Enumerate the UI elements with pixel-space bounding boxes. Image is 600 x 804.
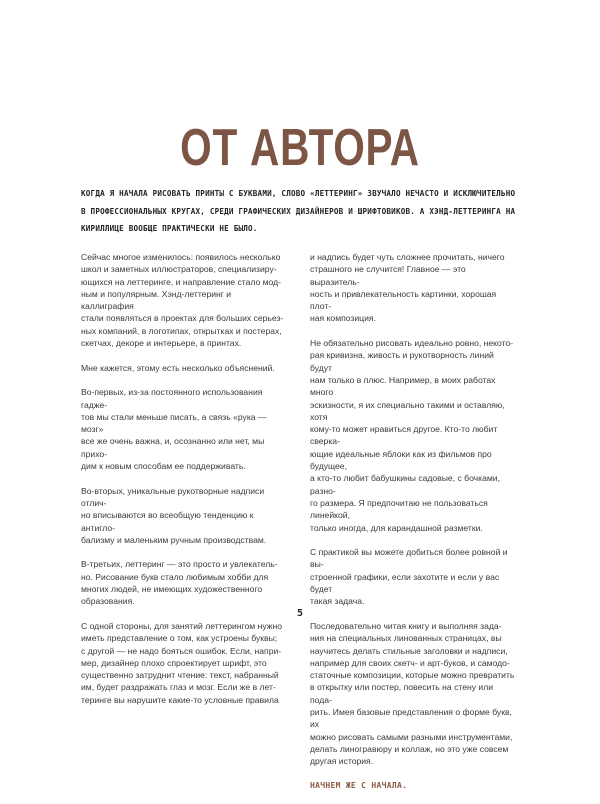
paragraph: Не обязательно рисовать идеально ровно, некото- рая кривизна, живость и рукотворность линий будут нам только в плюс. Например, в моих работах много эскизности, я их специально такими и оставляю, хотя кому-то может нравиться другое. Кто-то любит сверка- ющие идеальные яблоки как из фильмов про будущее, а кто-то любит бабушкины садовые, с бочками, разно- го размера. Я предпочитаю не пользоваться линейкой, только иногда, для карандашной разметки. — [310, 338, 514, 533]
paragraph: В-третьих, леттеринг — это просто и увлекатель- но. Рисование букв стало любимым хобби для многих людей, не имеющих художественного образования. — [81, 559, 278, 607]
paragraph: С одной стороны, для занятий леттерингом нужно иметь представление о том, как устроены буквы; с другой — не надо бояться ошибок. Если, напри- мер, дизайнер плохо спроектирует шрифт, это существенно затруднит чтение: текст, набранный им, будет раздражать глаз и мозг. Если же в лет- теринге вы нарушите какие-то условные правила — [81, 620, 283, 705]
right-column — [310, 251, 517, 804]
paragraph: Мне кажется, этому есть несколько объяснений. — [81, 362, 275, 373]
closing-line: НАЧНЕМ ЖЕ С НАЧАЛА. — [310, 780, 408, 790]
page-number: 5 — [296, 608, 304, 619]
paragraph: Сейчас многое изменилось: появилось несколько школ и заметных иллюстраторов, специализиру- ющихся на леттеринге, и направление стало мод- ным и популярным. Хэнд-леттеринг и каллиграфия стали появляться в проектах для больших серьез- ных компаний, в логотипах, открытках и постерах, скетчах, декоре и интерьере, в принтах. — [81, 252, 284, 349]
intro-paragraph: КОГДА Я НАЧАЛА РИСОВАТЬ ПРИНТЫ С БУКВАМИ, СЛОВО «ЛЕТТЕРИНГ» ЗВУЧАЛО НЕЧАСТО И ИСКЛЮЧИТЕЛЬНО В ПРОФЕССИОНАЛЬНЫХ КРУГАХ, СРЕДИ ГРАФИЧЕСКИХ ДИЗАЙНЕРОВ И ШРИФТОВИКОВ. А ХЭНД-ЛЕТТЕРИНГА НА КИРИЛЛИЦЕ ВООБЩЕ ПРАКТИЧЕСКИ НЕ БЫЛО. — [81, 189, 516, 233]
paragraph: Во-вторых, уникальные рукотворные надписи отлич- но вписываются во всеобщую тенденцию к антигло- бализму и маленьким ручным производствам. — [81, 485, 267, 545]
paragraph: С практикой вы можете добиться более ровной и вы- строенной графики, если захотите и если у вас будет такая задача. — [310, 547, 508, 607]
paragraph: Последовательно читая книгу и выполняя зада- ния на специальных линованных страницах, вы научитесь делать стильные заголовки и надписи, например для своих скетч- и арт-буков, и самодо- статочные композиции, которые можно превратить в открытку или постер, повесить на стену или пода- рить. Имея базовые представления о форме букв, их можно рисовать самыми разными инструментами, делать линогравюру и коллаж, но это уже совсем другая история. — [310, 620, 515, 767]
paragraph: Во-первых, из-за постоянного использования гадже- тов мы стали меньше писать, а связь «рука — мозг» все же очень важна, и, осознанно или нет, мы прихо- дим к новым способам ее поддерживать. — [81, 387, 267, 472]
page-title: ОТ АВТОРА — [180, 119, 420, 177]
left-column — [81, 251, 286, 718]
paragraph: и надпись будет чуть сложнее прочитать, ничего страшного не случится! Главное — это выразитель- ность и привлекательность картинки, хорошая плот- ная композиция. — [310, 252, 505, 324]
